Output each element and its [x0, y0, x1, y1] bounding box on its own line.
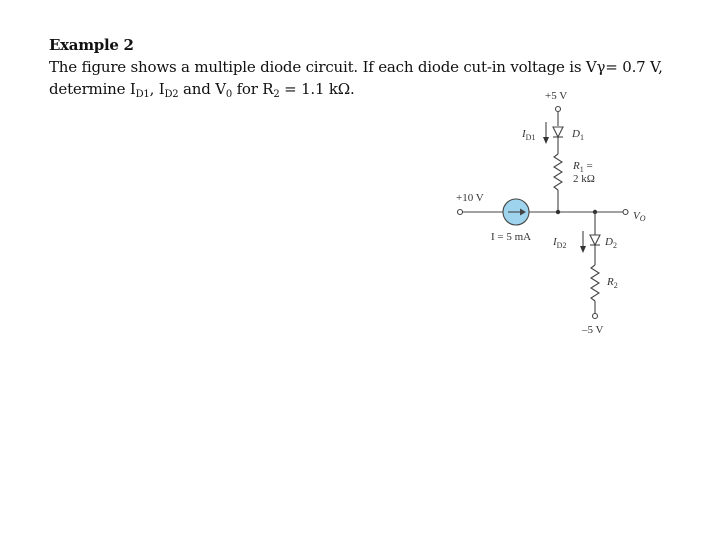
id1-arrow-icon: [543, 137, 549, 144]
v10-terminal: [458, 210, 463, 215]
current-source-label: I = 5 mA: [491, 231, 532, 243]
line2-sep: , I: [149, 80, 165, 98]
id2-label: ID2: [553, 236, 567, 250]
resistor-r2: [591, 265, 599, 301]
problem-line-1: The figure shows a multiple diode circuit. If each diode cut-in voltage is Vγ= 0.7 V,: [49, 58, 663, 76]
resistor-r1: [554, 154, 562, 190]
r1-value: 2 kΩ: [573, 173, 595, 185]
diode-d2: [590, 235, 600, 245]
id1-subscript: D1: [135, 89, 150, 100]
junction-dot: [556, 210, 560, 214]
r2-label: R2: [607, 276, 618, 290]
id2-arrow-icon: [580, 246, 586, 253]
vplus-terminal: [556, 107, 561, 112]
id2-subscript: D2: [164, 89, 179, 100]
vminus-label: –5 V: [582, 324, 604, 336]
problem-line-2: [49, 80, 355, 100]
diode-d1: [553, 127, 563, 137]
vo-label: VO: [633, 210, 646, 223]
diode-circuit-diagram: [440, 82, 670, 342]
v10-label: +10 V: [456, 192, 484, 204]
example-heading: Example 2: [49, 36, 134, 54]
line2-for: for R: [232, 80, 274, 98]
r2-subscript: 2: [273, 89, 280, 100]
d2-label: D2: [605, 236, 617, 250]
d1-label: D1: [572, 128, 584, 142]
vplus-label: +5 V: [545, 90, 568, 102]
vo-terminal: [623, 210, 628, 215]
id1-label: ID1: [522, 128, 536, 142]
vo-subscript: 0: [225, 89, 232, 100]
line2-tail: = 1.1 kΩ.: [279, 80, 355, 98]
r1-label: R1 =: [573, 160, 593, 174]
line2-text: determine I: [49, 80, 136, 98]
line2-mid: and V: [178, 80, 226, 98]
vminus-terminal: [593, 314, 598, 319]
